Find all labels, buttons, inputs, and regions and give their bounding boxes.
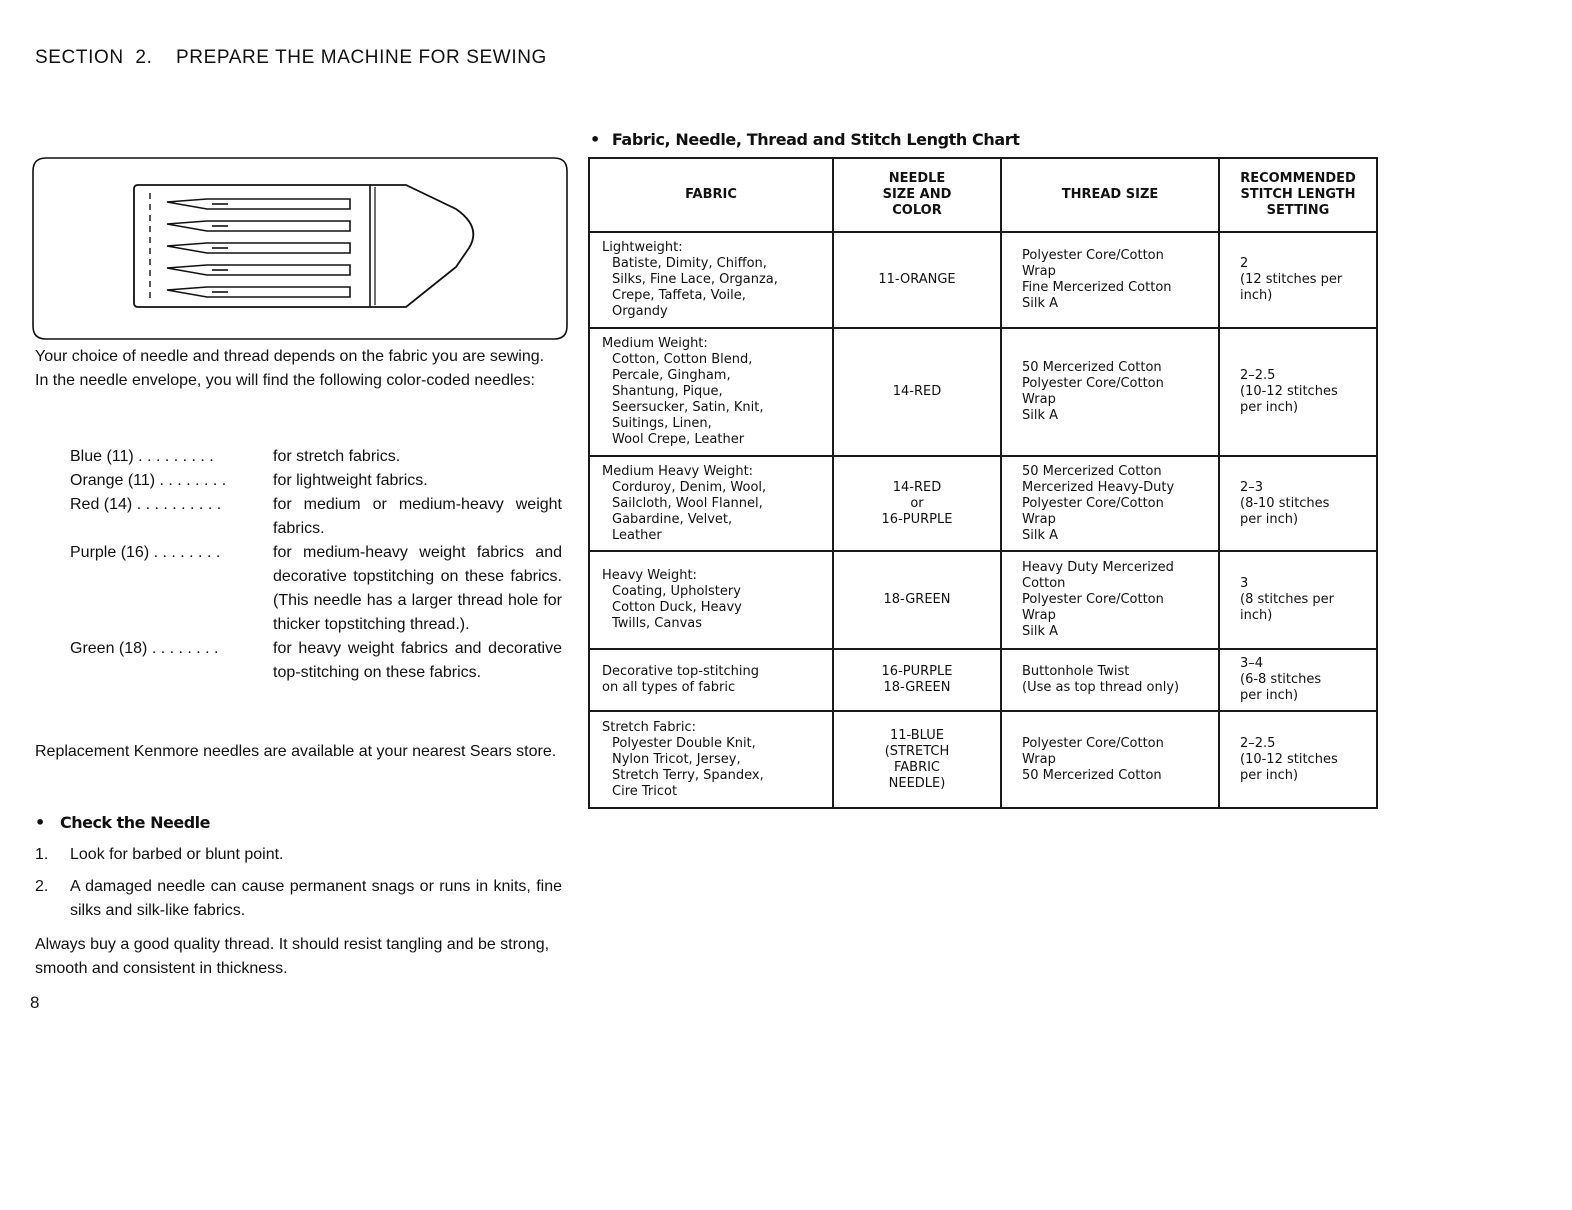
stitch-cell: 3–4 (6-8 stitches per inch) xyxy=(1219,649,1377,711)
thread-cell: Polyester Core/Cotton Wrap 50 Mercerized Cotton xyxy=(1001,711,1219,808)
needle-description: for heavy weight fabrics and decorative top-stitching on these fabrics. xyxy=(273,640,562,681)
fabric-cell: Medium Heavy Weight: Corduroy, Denim, Wool, Sailcloth, Wool Flannel, Gabardine, Velvet, Leather xyxy=(589,456,833,551)
table-header-row xyxy=(589,158,1377,232)
needle-item xyxy=(35,493,562,541)
stitch-cell: 3 (8 stitches per inch) xyxy=(1219,551,1377,649)
needle-item xyxy=(35,541,562,637)
needle-label: Green (18) . . . . . . . . xyxy=(70,640,219,657)
needle-cell: 14-RED xyxy=(833,328,1001,456)
thread-cell: Buttonhole Twist (Use as top thread only) xyxy=(1001,649,1219,711)
needle-cell: 16-PURPLE 18-GREEN xyxy=(833,649,1001,711)
needle-description: for stretch fabrics. xyxy=(273,448,401,465)
list-number: 1. xyxy=(35,846,49,863)
check-needle-list xyxy=(35,843,562,931)
bullet-icon: • xyxy=(590,130,600,149)
table-row xyxy=(589,711,1377,808)
table-row xyxy=(589,551,1377,649)
stitch-cell: 2–2.5 (10-12 stitches per inch) xyxy=(1219,328,1377,456)
chart-title: Fabric, Needle, Thread and Stitch Length Chart xyxy=(611,130,1020,149)
list-text: Look for barbed or blunt point. xyxy=(70,846,284,863)
check-needle-heading xyxy=(35,813,210,832)
section-title: SECTION 2. PREPARE THE MACHINE FOR SEWING xyxy=(35,47,547,68)
needle-description: for medium or medium-heavy weight fabrics. xyxy=(273,496,562,537)
header-stitch: RECOMMENDED STITCH LENGTH SETTING xyxy=(1219,158,1377,232)
fabric-needle-thread-chart xyxy=(588,157,1378,809)
header-needle: NEEDLE SIZE AND COLOR xyxy=(833,158,1001,232)
needle-label: Purple (16) . . . . . . . . xyxy=(70,544,221,561)
fabric-cell: Medium Weight: Cotton, Cotton Blend, Percale, Gingham, Shantung, Pique, Seersucker, Satin, Knit, Suitings, Linen, Wool Crepe, Leather xyxy=(589,328,833,456)
stitch-cell: 2 (12 stitches per inch) xyxy=(1219,232,1377,328)
needle-envelope-illustration xyxy=(32,157,568,340)
needle-envelope-icon xyxy=(32,157,568,340)
thread-cell: Heavy Duty Mercerized Cotton Polyester Core/Cotton Wrap Silk A xyxy=(1001,551,1219,649)
intro-paragraph: Your choice of needle and thread depends on the fabric you are sewing. xyxy=(35,348,545,365)
needle-item xyxy=(35,637,562,685)
bullet-icon: • xyxy=(35,813,45,832)
thread-cell: Polyester Core/Cotton Wrap Fine Mercerized Cotton Silk A xyxy=(1001,232,1219,328)
thread-advice: Always buy a good quality thread. It should resist tangling and be strong, smooth and consistent in thickness. xyxy=(35,936,550,977)
table-row xyxy=(589,328,1377,456)
needle-cell: 14-RED or 16-PURPLE xyxy=(833,456,1001,551)
needle-description: for lightweight fabrics. xyxy=(273,472,428,489)
list-text: A damaged needle can cause permanent snags or runs in knits, fine silks and silk-like fabrics. xyxy=(70,878,562,919)
stitch-cell: 2–2.5 (10-12 stitches per inch) xyxy=(1219,711,1377,808)
fabric-cell: Decorative top-stitching on all types of fabric xyxy=(589,649,833,711)
thread-cell: 50 Mercerized Cotton Mercerized Heavy-Duty Polyester Core/Cotton Wrap Silk A xyxy=(1001,456,1219,551)
fabric-cell: Lightweight: Batiste, Dimity, Chiffon, Silks, Fine Lace, Organza, Crepe, Taffeta, Voile, Organdy xyxy=(589,232,833,328)
replacement-note: Replacement Kenmore needles are available at your nearest Sears store. xyxy=(35,743,557,760)
chart-heading xyxy=(590,130,1020,149)
table-row xyxy=(589,649,1377,711)
list-item xyxy=(35,875,562,923)
thread-cell: 50 Mercerized Cotton Polyester Core/Cotton Wrap Silk A xyxy=(1001,328,1219,456)
list-item xyxy=(35,843,562,867)
needle-cell: 18-GREEN xyxy=(833,551,1001,649)
table-row xyxy=(589,456,1377,551)
fabric-cell: Heavy Weight: Coating, Upholstery Cotton Duck, Heavy Twills, Canvas xyxy=(589,551,833,649)
table-row xyxy=(589,232,1377,328)
needle-item xyxy=(35,469,562,493)
header-thread: THREAD SIZE xyxy=(1001,158,1219,232)
page-number: 8 xyxy=(30,993,40,1012)
intro-text xyxy=(35,345,562,393)
header-fabric: FABRIC xyxy=(589,158,833,232)
intro-paragraph: In the needle envelope, you will find the following color-coded needles: xyxy=(35,372,535,389)
needle-label: Red (14) . . . . . . . . . . xyxy=(70,496,222,513)
list-number: 2. xyxy=(35,878,49,895)
needle-item xyxy=(35,445,562,469)
fabric-cell: Stretch Fabric: Polyester Double Knit, Nylon Tricot, Jersey, Stretch Terry, Spandex, Cire Tricot xyxy=(589,711,833,808)
check-needle-title: Check the Needle xyxy=(59,813,210,832)
needle-label: Orange (11) . . . . . . . . xyxy=(70,472,227,489)
needle-cell: 11-ORANGE xyxy=(833,232,1001,328)
needle-cell: 11-BLUE (STRETCH FABRIC NEEDLE) xyxy=(833,711,1001,808)
stitch-cell: 2–3 (8-10 stitches per inch) xyxy=(1219,456,1377,551)
needle-label: Blue (11) . . . . . . . . . xyxy=(70,448,214,465)
needle-description: for medium-heavy weight fabrics and decorative topstitching on these fabrics. (This needle has a larger thread hole for thicker topstitching thread.). xyxy=(273,544,562,633)
needle-color-list xyxy=(35,445,562,685)
